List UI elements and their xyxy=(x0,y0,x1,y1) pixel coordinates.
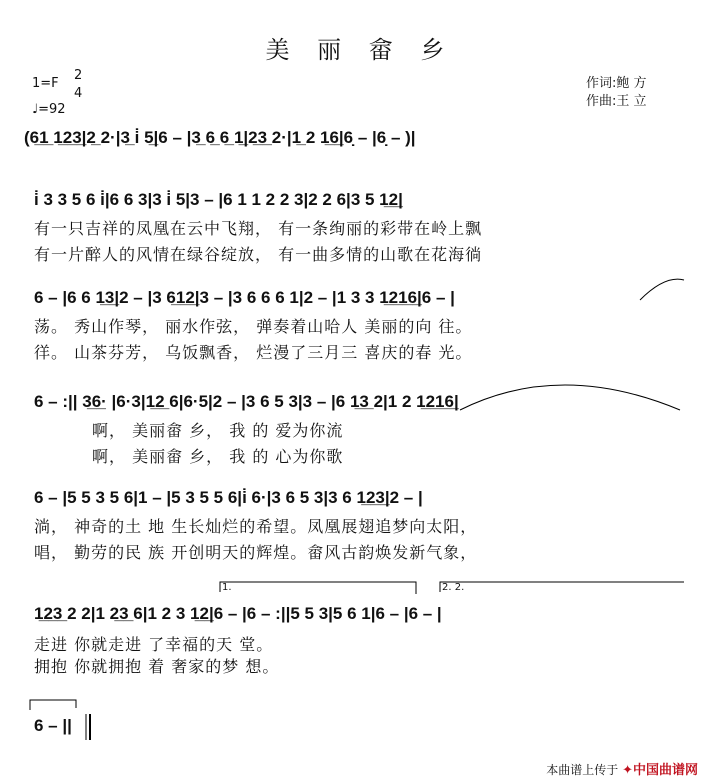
score-line-1: (6̲1̲ 1̲2̲3̲|2̲ 2·|3̲ i̇ 5̲|6 – |3̲ 6̲ 6̲ 1̲|2̲3̲ 2·|1̲ 2 1̲6̲|6̣ – |6̣ – )| xyxy=(24,128,416,147)
footer-text: 本曲谱上传于 xyxy=(546,763,619,777)
slur-line-4 xyxy=(460,385,680,410)
lyric-line-6-verse-2: 拥抱 你就拥抱 着 奢家的梦 想。 xyxy=(34,657,280,676)
logo-text: 中国曲谱网 xyxy=(632,763,698,778)
logo-icon: ✦ xyxy=(622,763,633,778)
lyric-line-4-verse-1: 啊， 美丽畲 乡， 我 的 爱为你流 xyxy=(92,421,344,440)
lyric-line-3-verse-2: 徉。 山茶芬芳， 乌饭飘香， 烂漫了三月三 喜庆的春 光。 xyxy=(34,343,473,362)
score-line-5: 6 – |5 5 3 5 6|1 – |5 3 5 5 6|i̇ 6·|3 6 5 3|3 6 1̲2̲3̲|2 – | xyxy=(34,488,423,507)
lyric-line-4-verse-2: 啊， 美丽畲 乡， 我 的 心为你歌 xyxy=(92,447,344,466)
lyric-line-5-verse-2: 唱， 勤劳的民 族 开创明天的辉煌。畲风古韵焕发新气象， xyxy=(34,543,478,562)
time-signature-top: 2 xyxy=(74,68,83,83)
score-line-7: 6 – || xyxy=(34,716,72,735)
score-line-6: 1̲2̲3̲ 2 2|1 2̲3̲ 6|1 2 3 1̲2̲|6 – |6 – :||5 5 3|5 6 1|6 – |6 – | xyxy=(34,604,442,623)
key-signature: 1=F xyxy=(32,76,59,91)
song-title: 美 丽 畲 乡 xyxy=(265,36,455,64)
tempo-value: =92 xyxy=(38,102,66,117)
lyric-line-2-verse-1: 有一只吉祥的凤凰在云中飞翔， 有一条绚丽的彩带在岭上飘 xyxy=(34,219,483,238)
lyricist-credit: 作词:鲍 方 xyxy=(586,76,647,91)
volta-first-ending: 1. xyxy=(222,582,232,593)
score-line-2: i̇ 3 3 5 6 i̇|6 6 3|3 i̇ 5|3 – |6 1 1 2 2 3|2 2 6|3 5 1̲2̲| xyxy=(34,190,403,209)
lyric-line-5-verse-1: 淌， 神奇的土 地 生长灿烂的希望。凤凰展翅追梦向太阳， xyxy=(34,517,478,536)
volta-second-ending: 2. 2. xyxy=(442,582,465,593)
volta-bracket-2 xyxy=(440,582,684,592)
volta-bracket-1 xyxy=(220,582,416,594)
composer-credit: 作曲:王 立 xyxy=(586,94,647,109)
score-line-4: 6 – :|| 3̲6̲· |6·3|1̲2̲ 6|6·5|2 – |3 6 5 3|3 – |6 1̲3̲ 2|1 2 1̲2̲1̲6̲| xyxy=(34,392,459,411)
score-line-3: 6 – |6 6 1̲3̲|2 – |3 6̲1̲2̲|3 – |3 6 6 6 1|2 – |1 3 3 1̲2̲1̲6̲|6 – | xyxy=(34,288,455,307)
quarter-note-icon: ♩ xyxy=(32,102,39,117)
footer xyxy=(546,759,698,778)
lyric-line-6-verse-1: 走进 你就走进 了幸福的天 堂。 xyxy=(34,635,274,654)
time-signature-bottom: 4 xyxy=(74,86,83,101)
lyric-line-2-verse-2: 有一片醉人的风情在绿谷绽放， 有一曲多情的山歌在花海徜 xyxy=(34,245,483,264)
site-logo[interactable] xyxy=(622,763,698,778)
lyric-line-3-verse-1: 荡。 秀山作琴， 丽水作弦， 弹奏着山哈人 美丽的向 往。 xyxy=(34,317,473,336)
slur-line-3 xyxy=(640,279,684,300)
ending-bracket xyxy=(30,700,76,710)
